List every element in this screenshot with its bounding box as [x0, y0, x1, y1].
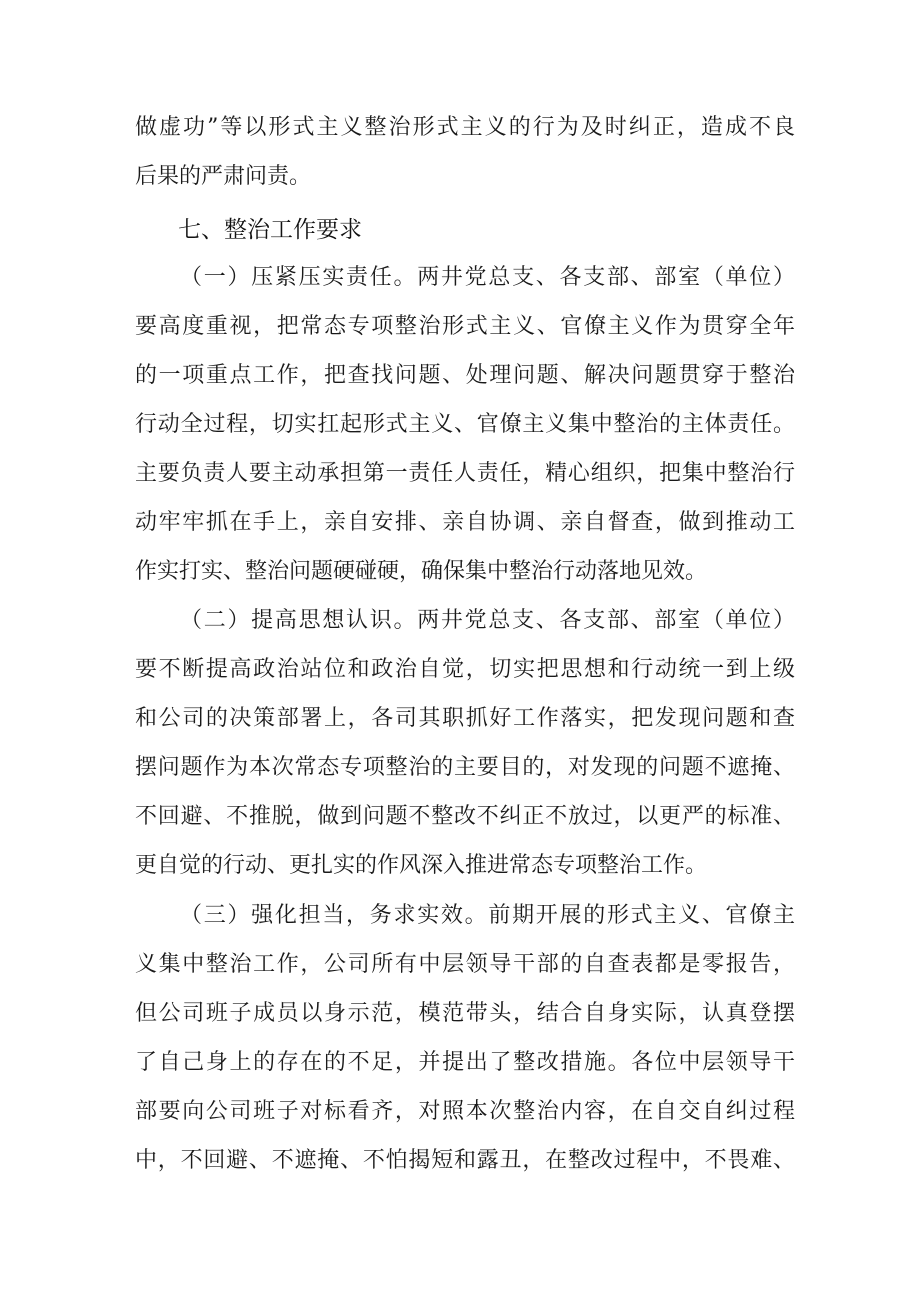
paragraph1-line-2: 要高度重视，把常态专项整治形式主义、官僚主义作为贯穿全年 [135, 314, 795, 339]
intro-line-1: 做虚功”等以形式主义整治形式主义的行为及时纠正，造成不良 [135, 115, 795, 140]
paragraph1-line-1: （一）压紧压实责任。两井党总支、各支部、部室（单位） [180, 265, 795, 290]
intro-line-2: 后果的严肃问责。 [135, 164, 312, 189]
paragraph1-line-7: 作实打实、整治问题硬碰硬，确保集中整治行动落地见效。 [135, 559, 708, 584]
paragraph2-line-5: 不回避、不推脱，做到问题不整改不纠正不放过，以更严的标准、 [135, 804, 795, 829]
paragraph3-line-5: 部要向公司班子对标看齐，对照本次整治内容，在自交自纠过程 [135, 1099, 795, 1124]
paragraph3-line-3: 但公司班子成员以身示范，模范带头，结合自身实际，认真登摆 [135, 1001, 795, 1026]
paragraph2-line-2: 要不断提高政治站位和政治自觉，切实把思想和行动统一到上级 [135, 657, 795, 682]
paragraph1-line-4: 行动全过程，切实扛起形式主义、官僚主义集中整治的主体责任。 [135, 412, 795, 437]
paragraph3-line-2: 义集中整治工作，公司所有中层领导干部的自查表都是零报告， [135, 952, 795, 977]
paragraph2-line-4: 摆问题作为本次常态专项整治的主要目的，对发现的问题不遮掩、 [135, 755, 795, 780]
paragraph2-line-3: 和公司的决策部署上，各司其职抓好工作落实，把发现问题和查 [135, 706, 795, 731]
paragraph2-line-6: 更自觉的行动、更扎实的作风深入推进常态专项整治工作。 [135, 853, 708, 878]
paragraph1-line-6: 动牢牢抓在手上，亲自安排、亲自协调、亲自督查，做到推动工 [135, 510, 795, 535]
paragraph3-line-6: 中，不回避、不遮掩、不怕揭短和露丑，在整改过程中，不畏难、 [135, 1148, 795, 1173]
paragraph3-line-1: （三）强化担当，务求实效。前期开展的形式主义、官僚主 [180, 903, 795, 928]
section-heading: 七、整治工作要求 [178, 217, 362, 243]
paragraph1-line-5: 主要负责人要主动承担第一责任人责任，精心组织，把集中整治行 [135, 461, 795, 486]
paragraph2-line-1: （二）提高思想认识。两井党总支、各支部、部室（单位） [180, 608, 795, 633]
paragraph1-line-3: 的一项重点工作，把查找问题、处理问题、解决问题贯穿于整治 [135, 363, 795, 388]
paragraph3-line-4: 了自己身上的存在的不足，并提出了整改措施。各位中层领导干 [135, 1050, 795, 1075]
